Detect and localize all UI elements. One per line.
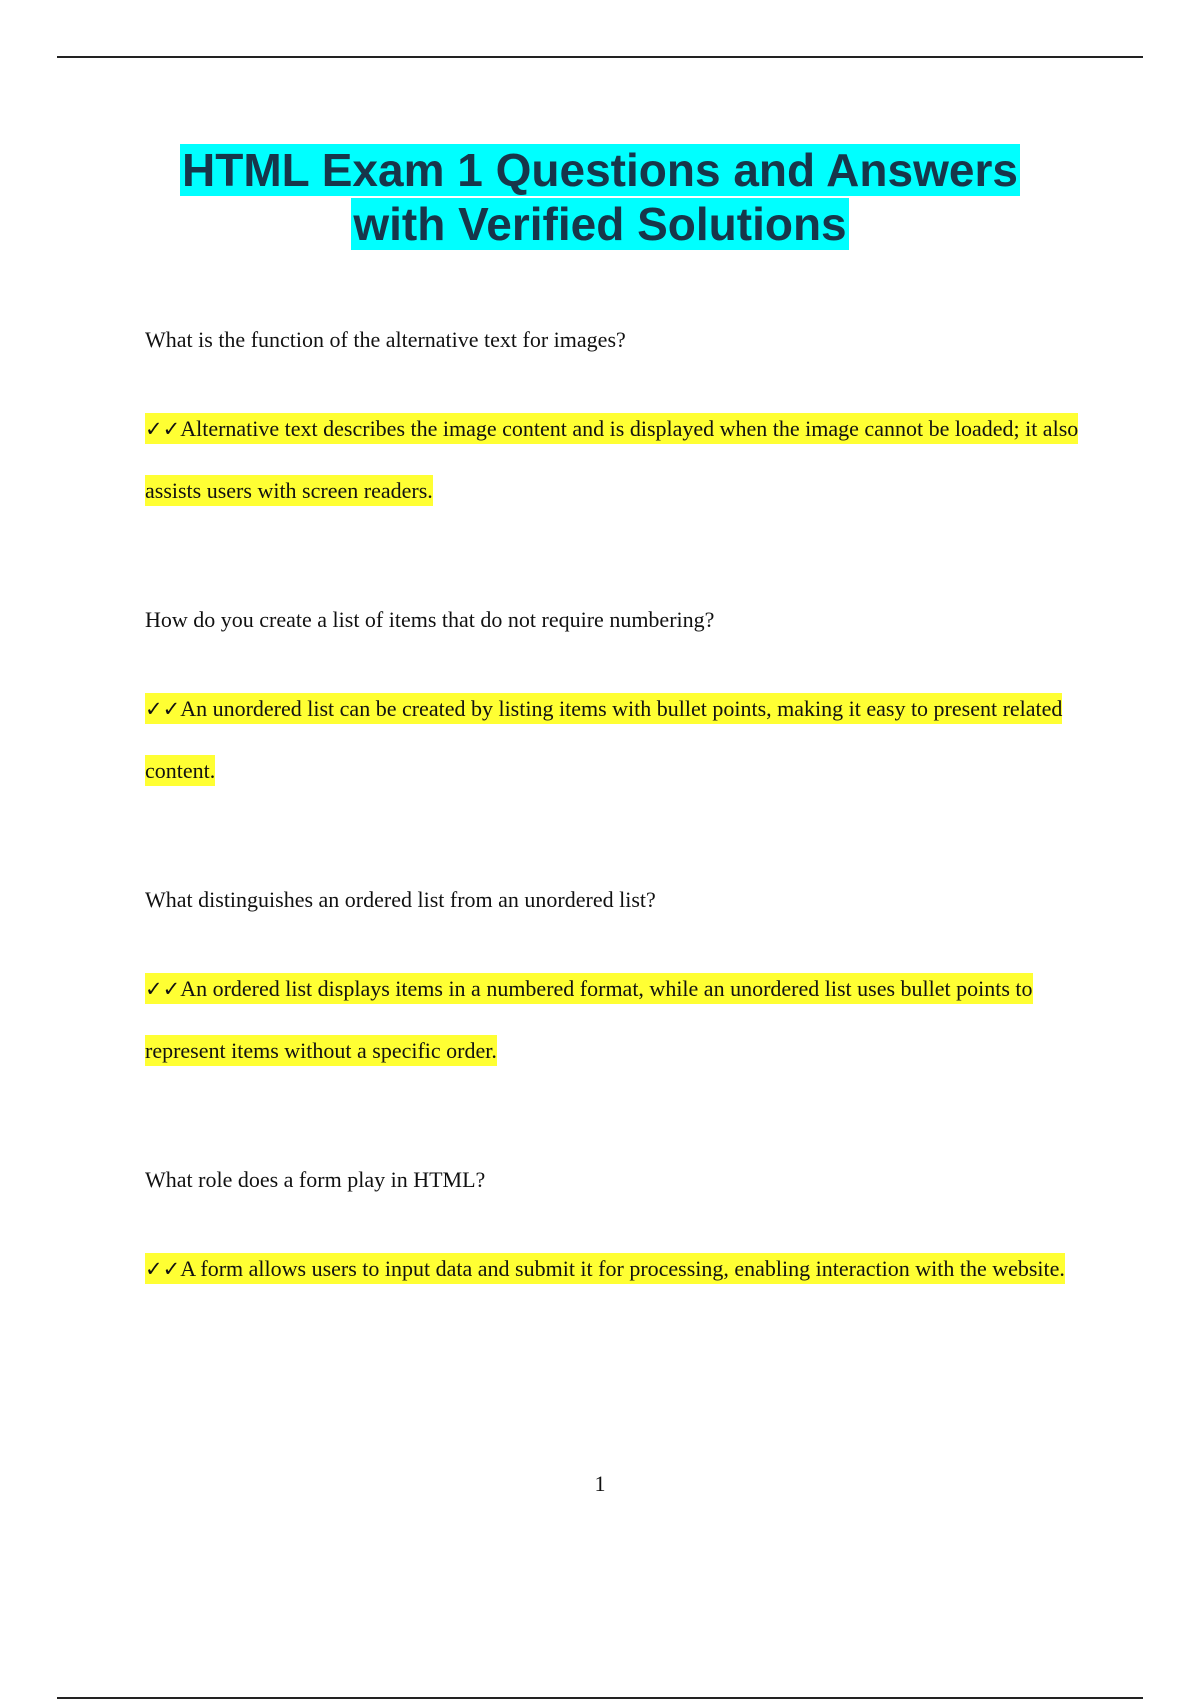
answer-body: Alternative text describes the image content and is displayed when the image cannot be loaded; it also assists users with screen readers. [145,416,1079,503]
qa-item-1 [145,326,1085,521]
qa-item-3 [145,886,1085,1081]
qa-item-2 [145,606,1085,801]
check-mark-icon: ✓✓ [145,697,181,721]
top-rule [57,56,1143,58]
title-line-2: with Verified Solutions [353,198,847,250]
answer-text [145,958,1085,1081]
question-text: What role does a form play in HTML? [145,1167,486,1192]
question-text: What is the function of the alternative text for images? [145,327,626,352]
answer-text [145,1238,1085,1300]
check-mark-icon: ✓✓ [145,977,181,1001]
qa-item-4 [145,1166,1085,1300]
answer-body: A form allows users to input data and submit it for processing, enabling interaction with the website. [180,1256,1065,1281]
question-text: How do you create a list of items that do not require numbering? [145,607,715,632]
answer-body: An unordered list can be created by listing items with bullet points, making it easy to present related content. [145,696,1063,783]
document-title [0,143,1200,251]
page-number: 1 [594,1471,606,1496]
answer-text [145,398,1085,521]
title-line-1: HTML Exam 1 Questions and Answers [182,144,1018,196]
answer-text [145,678,1085,801]
question-text: What distinguishes an ordered list from an unordered list? [145,887,656,912]
check-mark-icon: ✓✓ [145,1257,181,1281]
answer-body: An ordered list displays items in a numbered format, while an unordered list uses bullet points to represent items without a specific order. [145,976,1033,1063]
bottom-rule [57,1697,1143,1699]
check-mark-icon: ✓✓ [145,417,181,441]
